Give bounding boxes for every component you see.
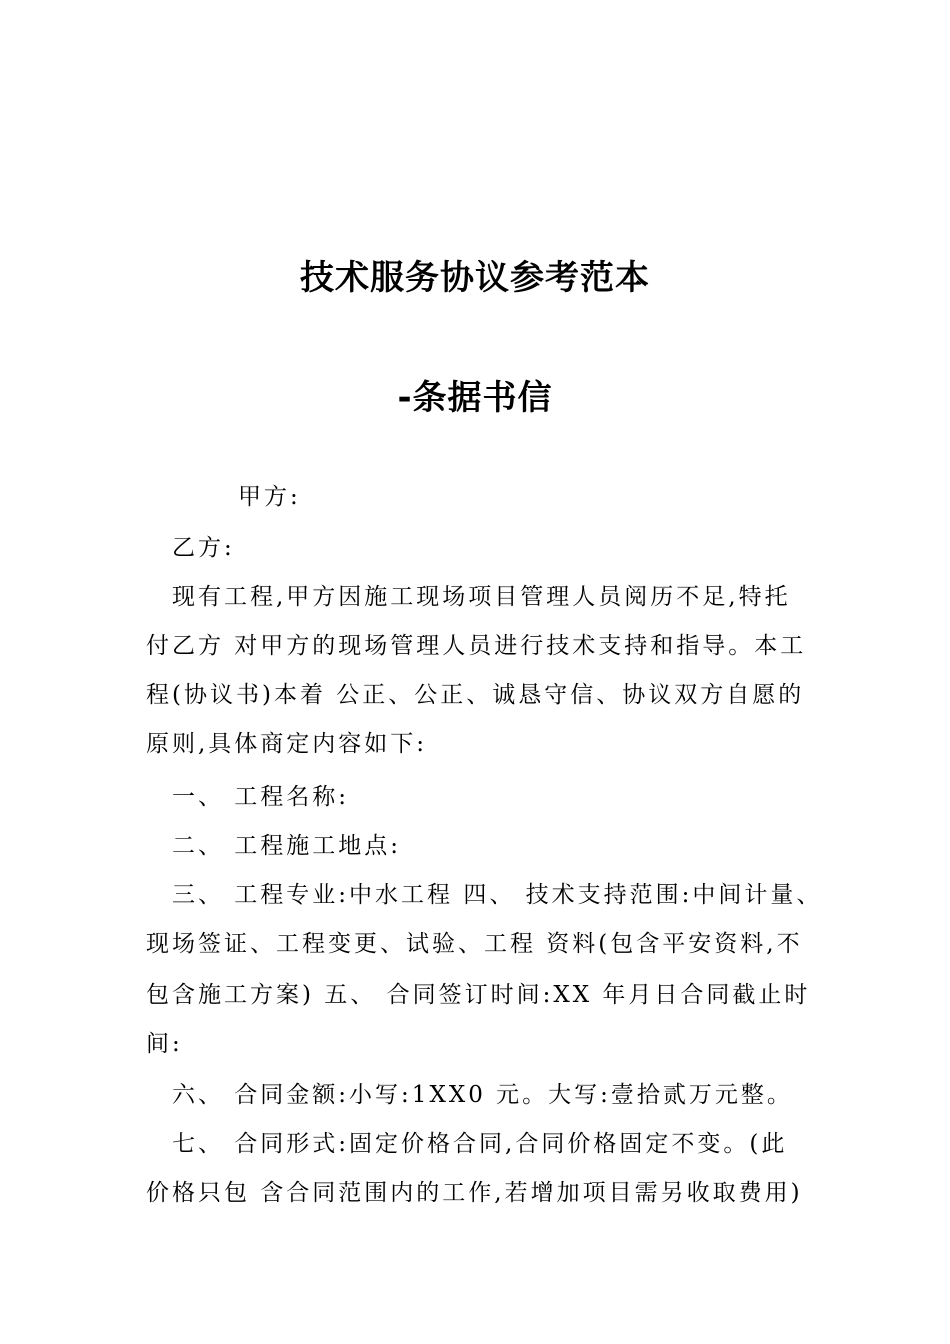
body-line: 现有工程,甲方因施工现场项目管理人员阅历不足,特托 [172,584,791,610]
clause-6: 六、 合同金额:小写:1XX0 元。大写:壹拾贰万元整。 [172,1082,793,1108]
clause-2: 二、 工程施工地点: [172,833,402,859]
clause-1: 一、 工程名称: [172,784,350,810]
body-line: 包含施工方案) 五、 合同签订时间:XX 年月日合同截止时 [146,982,811,1008]
body-line: 现场签证、工程变更、试验、工程 资料(包含平安资料,不 [146,931,803,957]
party-b-label: 乙方: [172,535,235,561]
body-line: 付乙方 对甲方的现场管理人员进行技术支持和指导。本工 [146,633,807,659]
document-subtitle: -条据书信 [397,378,553,418]
body-line: 原则,具体商定内容如下: [146,731,428,757]
body-line: 价格只包 含合同范围内的工作,若增加项目需另收取费用) [146,1180,803,1206]
clause-3: 三、 工程专业:中水工程 四、 技术支持范围:中间计量、 [172,882,823,908]
document-title: 技术服务协议参考范本 [300,258,650,298]
clause-7: 七、 合同形式:固定价格合同,合同价格固定不变。(此 [172,1131,788,1157]
party-a-label: 甲方: [238,484,301,510]
body-line: 间: [146,1031,183,1057]
body-line: 程(协议书)本着 公正、公正、诚恳守信、协议双方自愿的 [146,682,805,708]
